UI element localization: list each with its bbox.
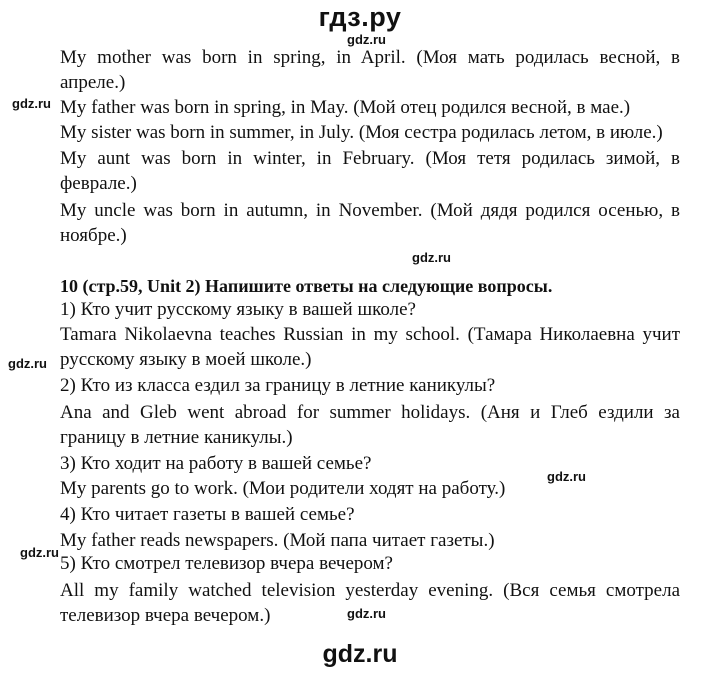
question-line: 2) Кто из класса ездил за границу в летние каникулы? — [60, 375, 496, 396]
answer-line: телевизор вчера вечером.) — [60, 605, 271, 626]
watermark: gdz.ru — [547, 469, 586, 484]
site-header-title: гдз.ру — [318, 2, 402, 32]
watermark: gdz.ru — [20, 545, 59, 560]
text-line: феврале.) — [60, 173, 137, 194]
text-line: My uncle was born in autumn, in November. (Мой дядя родился осенью, в — [60, 200, 680, 221]
watermark: gdz.ru — [12, 96, 51, 111]
question-line: 3) Кто ходит на работу в вашей семье? — [60, 453, 372, 474]
text-line: апреле.) — [60, 72, 126, 93]
watermark: gdz.ru — [347, 32, 386, 47]
text-line: ноябре.) — [60, 225, 127, 246]
watermark: gdz.ru — [347, 606, 386, 621]
answer-line: Tamara Nikolaevna teaches Russian in my school. (Тамара Николаевна учит — [60, 324, 680, 345]
site-footer-logo: gdz.ru — [322, 640, 398, 668]
question-line: 1) Кто учит русскому языку в вашей школе? — [60, 299, 416, 320]
answer-line: My father reads newspapers. (Мой папа читает газеты.) — [60, 530, 495, 551]
question-line: 4) Кто читает газеты в вашей семье? — [60, 504, 355, 525]
answer-line: Ana and Gleb went abroad for summer holidays. (Аня и Глеб ездили за — [60, 402, 680, 423]
text-line: My father was born in spring, in May. (Мой отец родился весной, в мае.) — [60, 97, 631, 118]
watermark: gdz.ru — [412, 250, 451, 265]
answer-line: My parents go to work. (Мои родители ходят на работу.) — [60, 478, 506, 499]
exercise-heading: 10 (стр.59, Unit 2) Напишите ответы на следующие вопросы. — [60, 276, 553, 296]
text-line: My mother was born in spring, in April. (Моя мать родилась весной, в — [60, 47, 680, 68]
text-line: My sister was born in summer, in July. (Моя сестра родилась летом, в июле.) — [60, 122, 663, 143]
question-line: 5) Кто смотрел телевизор вчера вечером? — [60, 553, 393, 574]
watermark: gdz.ru — [8, 356, 47, 371]
answer-line: границу в летние каникулы.) — [60, 427, 293, 448]
text-line: My aunt was born in winter, in February. (Моя тетя родилась зимой, в — [60, 148, 680, 169]
answer-line: All my family watched television yesterday evening. (Вся семья смотрела — [60, 580, 680, 601]
answer-line: русскому языку в моей школе.) — [60, 349, 312, 370]
